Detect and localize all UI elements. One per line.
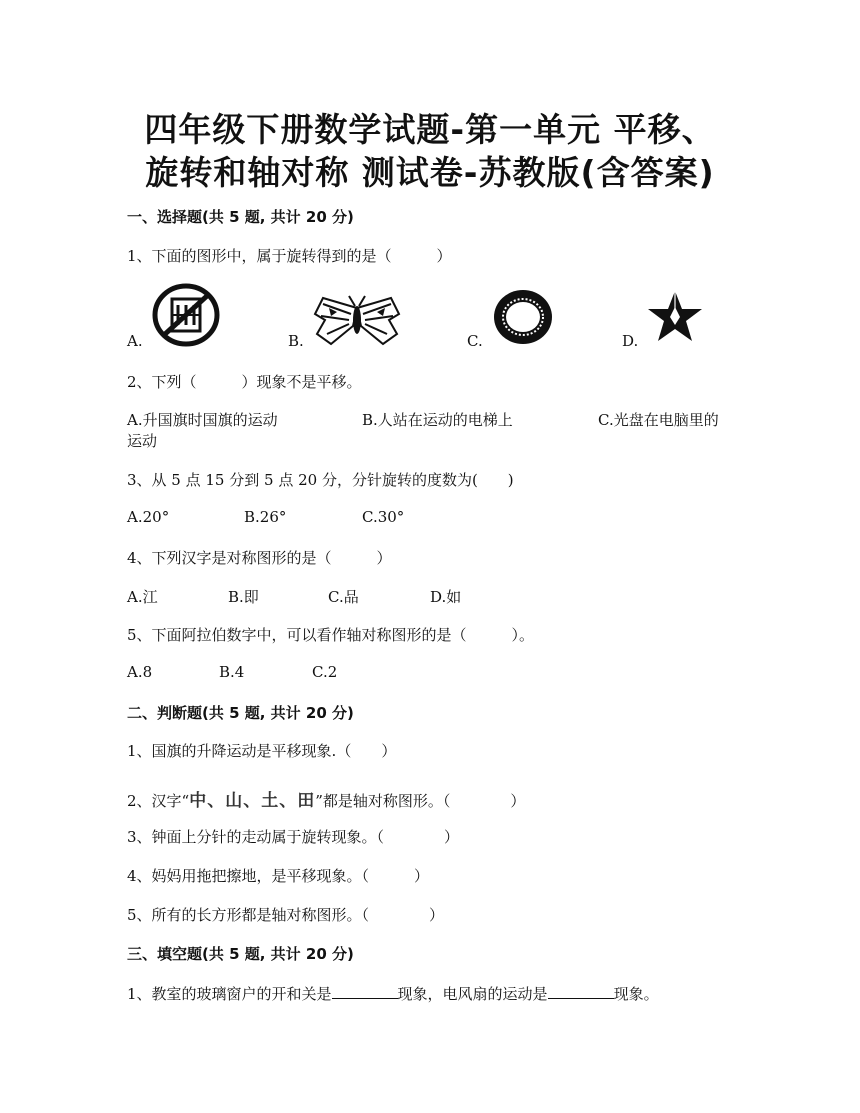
s1-q1-option-c: C.	[467, 332, 483, 350]
answer-blank-1[interactable]	[332, 984, 398, 999]
s1-question-5: 5、下面阿拉伯数字中，可以看作轴对称图形的是（ ）。	[127, 626, 535, 644]
section-1-heading: 一、选择题(共 5 题, 共计 20 分)	[127, 208, 354, 226]
s2-q2-suffix: ”都是轴对称图形。（ ）	[315, 792, 526, 810]
s2-question-1: 1、国旗的升降运动是平移现象.（ ）	[127, 742, 397, 760]
s2-question-3: 3、钟面上分针的走动属于旋转现象。（ ）	[127, 828, 460, 846]
section-2-heading: 二、判断题(共 5 题, 共计 20 分)	[127, 704, 354, 722]
section-3-heading: 三、填空题(共 5 题, 共计 20 分)	[127, 945, 354, 963]
s1-q5-option-a: A.8	[127, 663, 153, 681]
title-line-2: 旋转和轴对称 测试卷-苏教版(含答案)	[145, 153, 715, 192]
s1-q5-option-b: B.4	[219, 663, 245, 681]
s2-question-4: 4、妈妈用拖把擦地，是平移现象。（ ）	[127, 867, 430, 885]
s3-q1-part-b: 现象，电风扇的运动是	[397, 985, 548, 1003]
s1-q1-option-b: B.	[288, 332, 304, 350]
s3-question-1	[127, 983, 659, 1004]
s3-q1-part-c: 现象。	[613, 985, 659, 1003]
s1-q5-option-c: C.2	[312, 663, 338, 681]
s1-q2-option-a: A.升国旗时国旗的运动	[127, 411, 278, 429]
s1-q2-option-c: C.光盘在电脑里的	[598, 411, 719, 429]
ring-icon	[492, 288, 554, 346]
s1-q4-option-d: D.如	[430, 588, 462, 606]
s1-q4-option-b: B.即	[228, 588, 259, 606]
s2-question-2	[127, 786, 525, 811]
s3-q1-part-a: 1、教室的玻璃窗户的开和关是	[127, 985, 332, 1003]
s1-q2-option-b: B.人站在运动的电梯上	[362, 411, 513, 429]
s2-q2-prefix: 2、汉字“	[127, 792, 190, 810]
butterfly-icon	[313, 294, 401, 348]
no-building-sign-icon	[152, 283, 220, 347]
s1-q4-option-a: A.江	[127, 588, 158, 606]
s1-question-3: 3、从 5 点 15 分到 5 点 20 分，分针旋转的度数为( )	[127, 471, 514, 489]
s2-q2-characters: 中、山、土、田	[189, 791, 316, 811]
s1-q1-option-a: A.	[127, 332, 143, 350]
answer-blank-2[interactable]	[548, 984, 614, 999]
s1-q2-option-c-continued: 运动	[127, 432, 158, 450]
s1-q3-option-b: B.26°	[244, 508, 287, 526]
s1-q1-option-d: D.	[622, 332, 639, 350]
s1-q3-option-c: C.30°	[362, 508, 405, 526]
s1-question-2: 2、下列（ ）现象不是平移。	[127, 373, 362, 391]
s1-q4-option-c: C.品	[328, 588, 359, 606]
star-icon	[646, 289, 704, 345]
s1-question-1: 1、下面的图形中，属于旋转得到的是（ ）	[127, 247, 452, 265]
s2-question-5: 5、所有的长方形都是轴对称图形。（ ）	[127, 906, 445, 924]
s1-q3-option-a: A.20°	[127, 508, 170, 526]
s1-question-4: 4、下列汉字是对称图形的是（ ）	[127, 549, 392, 567]
title-line-1: 四年级下册数学试题-第一单元 平移、	[144, 110, 716, 149]
